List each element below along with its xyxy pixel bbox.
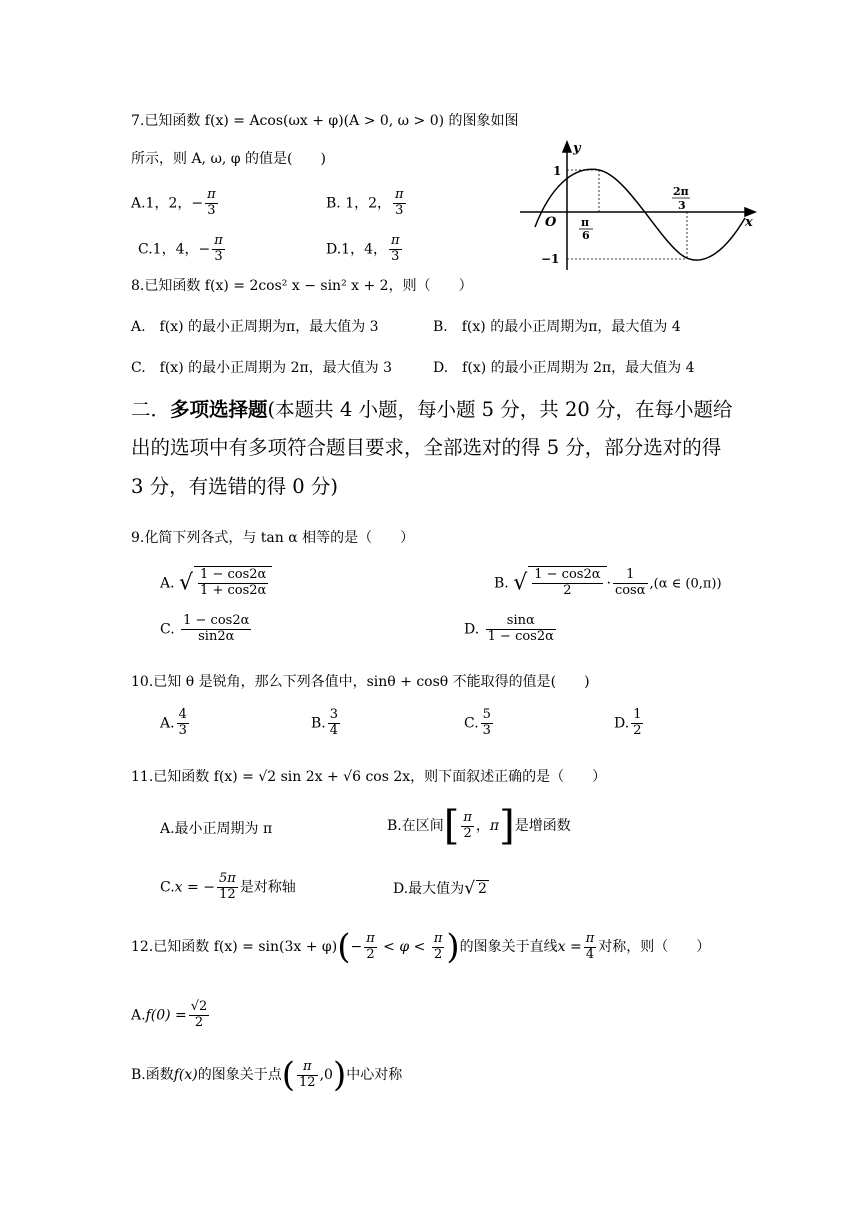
right-paren: ) [332,1055,347,1095]
q11-option-d [393,880,489,898]
x-tick-pi-6-num: π [581,216,590,229]
q11-option-b-label: B.在区间 [387,818,444,834]
multiply-dot: · [606,575,611,592]
q11-option-b-text: 是增函数 [514,818,571,834]
fraction: $\frac{\pi}{3}$ [214,233,223,264]
fraction: $\frac{3}{4}$ [329,707,339,738]
pi-symbol: π [489,818,500,834]
q12-stem-start: 12.已知函数 f(x) = sin(3x + φ) [131,939,338,955]
q10-option-a-label: A. [160,715,175,732]
q10-option-c-label: C. [464,715,479,732]
q7-option-b-label: B. 1，2， [326,195,392,212]
q9-option-a-label: A. [160,575,175,592]
q11-option-c [160,872,296,903]
fraction: $\frac{\pi}{2}$ [366,930,375,962]
section-2-title: 多项选择题 [170,398,268,421]
cosine-graph [515,140,765,275]
x-tick-2pi-3-num: 2π [673,185,689,198]
q9-option-a [160,566,272,599]
section-2-desc-line3: 3 分，有选错的得 0 分) [131,475,339,498]
origin-label: O [545,215,557,230]
fraction: $\frac{1 - \cos 2\alpha}{\sin 2\alpha}$ [183,613,250,644]
fraction: $\frac{\pi}{3}$ [207,187,216,218]
fraction: $\frac{\pi}{4}$ [585,930,595,962]
fraction: $\frac{\pi}{3}$ [391,233,400,264]
q9-b-domain: ,(α ∈ (0,π)) [649,576,722,592]
q12-b-text: 的图象关于点 [197,1067,282,1083]
left-bracket: [ [443,803,460,849]
radicand: $\frac{1 - \cos 2\alpha}{2}$ [528,566,606,599]
right-paren: ) [446,927,460,967]
fraction: $\frac{√2}{2}$ [190,999,208,1030]
q12-option-b-label: B.函数 [131,1067,174,1083]
q10-option-d [614,708,645,739]
q9-option-b [494,566,722,599]
x-tick-2pi-3-den: 3 [678,199,686,212]
q10-option-d-label: D. [614,715,630,732]
q11-option-a: A.最小正周期为 π [160,821,273,837]
q7-option-a-label: A.1，2， [131,195,192,212]
q7-option-a [131,188,220,219]
sqrt-icon: √ [513,570,528,596]
minus-sign: − [198,241,211,258]
q12-a-lhs: f(0) = [145,1007,187,1024]
q9-option-c-label: C. [160,621,175,638]
q7-stem-line1: 7.已知函数 f(x) = Acos(ωx + φ)(A > 0, ω > 0) 的图象如图 [131,113,519,129]
q8-option-b: B. f(x) 的最小正周期为π，最大值为 4 [433,319,681,335]
q8-option-d: D. f(x) 的最小正周期为 2π，最大值为 4 [433,360,695,376]
fraction: $\frac{\sin\alpha}{1 - \cos 2\alpha}$ [487,613,554,644]
sqrt-icon: √ [179,570,194,596]
x-tick-pi-6-den: 6 [582,229,590,242]
q12-option-a-label: A. [131,1007,146,1024]
radicand: $\frac{1 - \cos 2\alpha}{1 + \cos 2\alpha}$ [194,566,272,599]
q12-stem [131,927,711,967]
x-axis-label: x [745,215,753,230]
q11-stem: 11.已知函数 f(x) = √2 sin 2x + √6 cos 2x，则下面叙述正确的是（ ） [131,769,607,785]
q9-option-c [160,614,253,645]
minus-sign: − [191,195,204,212]
separator: ， [475,818,490,834]
q7-option-b [326,188,408,219]
sqrt-icon: √ [464,878,476,899]
q7-option-c-label: C.1，4， [138,241,199,258]
fraction: $\frac{\pi}{2}$ [433,930,443,962]
fraction: $\frac{\pi}{3}$ [395,187,404,218]
q12-stem-end: 对称，则（ ） [598,939,711,955]
section-2-desc-line1: (本题共 4 小题，每小题 5 分，共 20 分，在每小题给 [267,398,733,421]
q10-stem: 10.已知 θ 是锐角，那么下列各值中，sinθ + cosθ 不能取得的值是( ) [131,674,590,690]
q10-option-b-label: B. [311,715,326,732]
q9-option-b-label: B. [494,575,509,592]
q7-stem-line2: 所示，则 A, ω, φ 的值是( ) [131,151,326,167]
q12-option-a [131,1000,211,1031]
section-2-prefix: 二． [131,398,171,421]
q11-c-lhs: x = − [174,879,215,896]
section-2-desc-line2: 出的选项中有多项符合题目要求，全部选对的得 5 分，部分选对的得 [131,436,722,459]
q8-option-c: C. f(x) 的最小正周期为 2π，最大值为 3 [131,360,393,376]
q12-b-zero: ,0 [319,1067,333,1083]
q9-option-d-label: D. [464,621,480,638]
q7-option-c [138,234,227,265]
q12-option-b [131,1055,403,1095]
left-paren: ( [337,927,351,967]
fraction: $\frac{\pi}{12}$ [299,1058,316,1090]
q12-b-end: 中心对称 [346,1067,403,1083]
q12-inequality: < φ < [378,939,430,955]
fraction: $\frac{1}{\cos\alpha}$ [614,567,646,598]
left-paren: ( [281,1055,296,1095]
y-max-label: 1 [553,164,562,178]
fraction: $\frac{\pi}{2}$ [463,809,472,841]
q12-line-eq: x = [557,939,582,955]
q10-option-a [160,708,191,739]
fraction: $\frac{5\pi}{12}$ [218,871,236,902]
q11-option-b [387,803,571,849]
y-min-label: −1 [541,252,560,266]
q7-option-d [326,234,404,265]
q9-option-d [464,614,558,645]
q10-option-c [464,708,495,739]
y-axis-label: y [573,141,581,156]
q8-stem: 8.已知函数 f(x) = 2cos² x − sin² x + 2，则（ ） [131,278,473,294]
fraction: $\frac{4}{3}$ [178,707,187,738]
q11-option-d-label: D.最大值为 [393,881,465,897]
q8-option-a: A. f(x) 的最小正周期为π，最大值为 3 [131,319,379,335]
minus-sign: − [350,939,363,955]
q7-option-d-label: D.1，4， [326,241,387,258]
q11-option-c-label: C. [160,879,175,896]
fraction: $\frac{1}{2}$ [633,707,642,738]
q12-b-function: f(x) [173,1067,198,1083]
y-axis-arrow [563,142,571,152]
radicand: 2 [478,881,487,897]
section-2-heading [131,400,732,420]
q12-stem-mid: 的图象关于直线 [459,939,558,955]
q10-option-b [311,708,342,739]
fraction: $\frac{5}{3}$ [482,707,491,738]
q9-stem: 9.化简下列各式，与 tan α 相等的是（ ） [131,530,415,546]
q11-option-c-text: 是对称轴 [239,879,296,896]
right-bracket: ] [499,803,515,849]
